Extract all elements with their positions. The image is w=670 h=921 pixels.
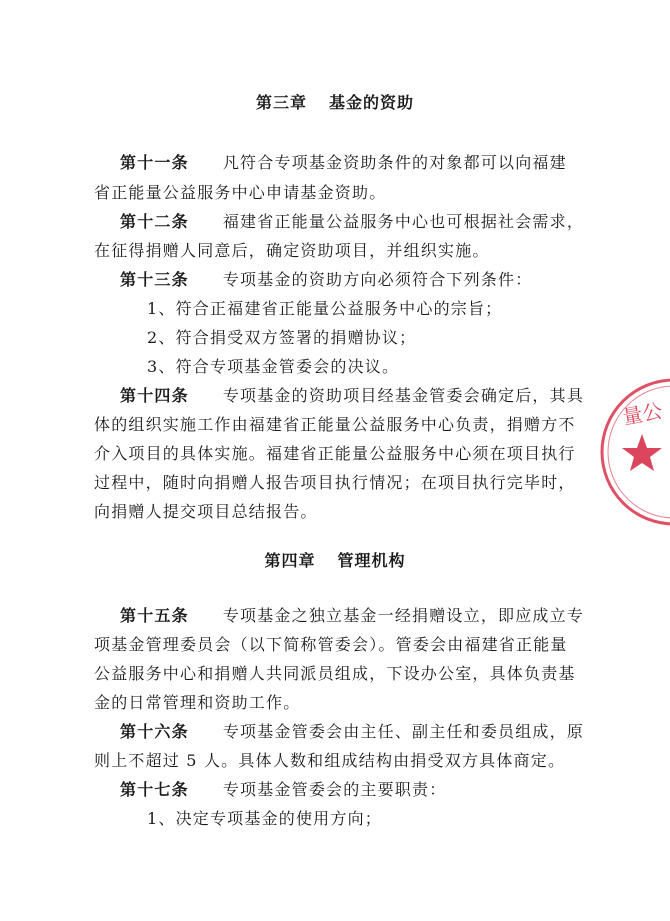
article-14-line-5: 向捐赠人提交项目总结报告。 xyxy=(94,502,318,521)
article-11-line-1 xyxy=(120,150,567,173)
article-12-line-2: 在征得捐赠人同意后，确定资助项目，并组织实施。 xyxy=(94,241,490,260)
article-17-label: 第十七条 xyxy=(120,780,189,799)
article-13-line-1 xyxy=(120,267,532,290)
seal-star-icon xyxy=(622,434,662,471)
article-14-text-1: 专项基金的资助项目经基金管委会确定后，其具 xyxy=(222,386,585,405)
chapter-4-heading xyxy=(0,548,670,571)
article-15-text-1: 专项基金之独立基金一经捐赠设立，即应成立专 xyxy=(222,606,585,625)
article-16-line-2: 则上不超过 5 人。具体人数和组成结构由捐受双方具体商定。 xyxy=(94,751,566,770)
chapter-4-title: 管理机构 xyxy=(337,551,406,570)
article-17-text-1: 专项基金管委会的主要职责： xyxy=(222,780,447,799)
article-13-item-1: 1、符合正福建省正能量公益服务中心的宗旨； xyxy=(147,299,503,318)
article-12-line-1 xyxy=(120,209,584,232)
chapter-3-title: 基金的资助 xyxy=(329,93,415,112)
article-14-label: 第十四条 xyxy=(120,386,189,405)
official-seal xyxy=(596,372,670,532)
chapter-4-label: 第四章 xyxy=(264,551,316,570)
article-14-line-4: 过程中，随时向捐赠人报告项目执行情况；在项目执行完毕时， xyxy=(94,473,576,492)
article-12-text-1: 福建省正能量公益服务中心也可根据社会需求， xyxy=(222,212,585,231)
article-11-label: 第十一条 xyxy=(120,153,189,172)
article-12-label: 第十二条 xyxy=(120,212,189,231)
article-16-text-1: 专项基金管委会由主任、副主任和委员组成，原 xyxy=(222,722,585,741)
chapter-3-heading xyxy=(0,90,670,113)
article-11-line-2: 省正能量公益服务中心申请基金资助。 xyxy=(94,183,387,202)
article-17-item-1: 1、决定专项基金的使用方向； xyxy=(147,809,382,828)
article-14-line-2: 体的组织实施工作由福建省正能量公益服务中心负责，捐赠方不 xyxy=(94,415,576,434)
article-14-line-1 xyxy=(120,383,584,406)
article-15-label: 第十五条 xyxy=(120,606,189,625)
article-15-line-3: 公益服务中心和捐赠人共同派员组成，下设办公室，具体负责基 xyxy=(94,664,576,683)
article-16-line-1 xyxy=(120,719,584,742)
seal-graphic xyxy=(596,372,670,532)
article-14-line-3: 介入项目的具体实施。福建省正能量公益服务中心须在项目执行 xyxy=(94,444,576,463)
article-13-label: 第十三条 xyxy=(120,270,189,289)
article-13-item-2: 2、符合捐受双方签署的捐赠协议； xyxy=(147,328,417,347)
article-17-line-1 xyxy=(120,777,446,800)
article-13-text-1: 专项基金的资助方向必须符合下列条件： xyxy=(222,270,533,289)
article-11-text-1: 凡符合专项基金资助条件的对象都可以向福建 xyxy=(222,153,567,172)
article-13-item-3: 3、符合专项基金管委会的决议。 xyxy=(147,357,400,376)
article-15-line-1 xyxy=(120,603,584,626)
article-15-line-2: 项基金管理委员会（以下简称管委会）。管委会由福建省正能量 xyxy=(94,635,568,654)
chapter-3-label: 第三章 xyxy=(255,93,307,112)
article-15-line-4: 金的日常管理和资助工作。 xyxy=(94,693,301,712)
seal-text: 量公 xyxy=(620,398,665,430)
article-16-label: 第十六条 xyxy=(120,722,189,741)
